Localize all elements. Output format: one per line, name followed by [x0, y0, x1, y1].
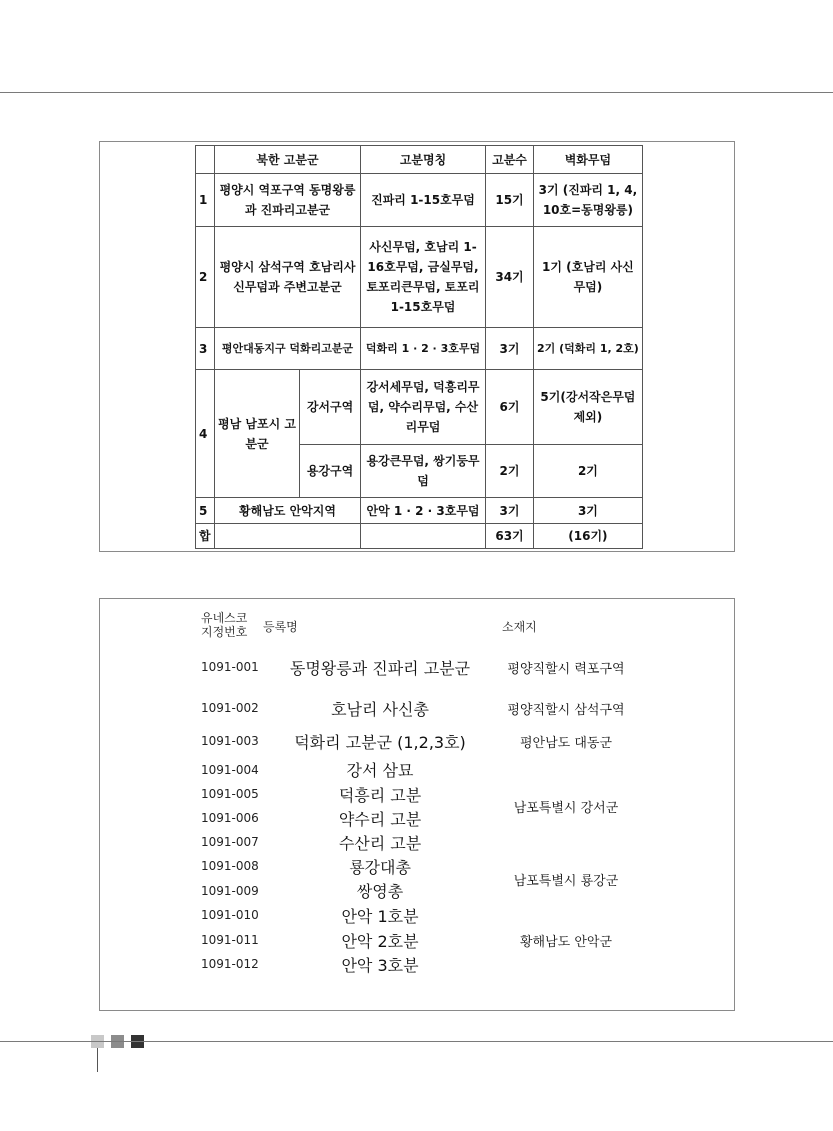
row-number: 3 [196, 328, 215, 370]
header-cell: 고분수 [486, 146, 534, 174]
total-murals: (16기) [534, 524, 643, 549]
tomb-count: 6기 [486, 370, 534, 445]
item-name: 수산리 고분 [338, 834, 422, 853]
tomb-names: 용강큰무덤, 쌍기둥무덤 [361, 445, 486, 498]
item-code: 1091-012 [201, 957, 259, 971]
tomb-group: 평남 남포시 고분군 [215, 370, 300, 498]
item-name: 쌍영총 [356, 882, 404, 901]
location-label: 평양직할시 력포구역 [507, 662, 625, 677]
table-row [196, 498, 643, 524]
tomb-names: 강서세무덤, 덕흥리무덤, 약수리무덤, 수산리무덤 [361, 370, 486, 445]
item-code: 1091-005 [201, 787, 259, 801]
sub-district: 강서구역 [300, 370, 361, 445]
tomb-group: 평양시 역포구역 동명왕릉과 진파리고분군 [215, 174, 361, 227]
mural-tombs: 2기 (덕화리 1, 2호) [534, 328, 643, 370]
mural-tombs: 1기 (호남리 사신무덤) [534, 227, 643, 328]
header-cell: 고분명칭 [361, 146, 486, 174]
item-name: 안악 3호분 [341, 956, 419, 975]
tomb-count: 3기 [486, 328, 534, 370]
tomb-count: 34기 [486, 227, 534, 328]
item-code: 1091-003 [201, 734, 259, 748]
total-label: 합 [196, 524, 215, 549]
location-label: 평양직할시 삼석구역 [507, 703, 625, 718]
item-name: 약수리 고분 [338, 810, 422, 829]
mural-tombs: 5기(강서작은무덤 제외) [534, 370, 643, 445]
header-location: 소재지 [502, 620, 537, 634]
mural-tombs: 3기 [534, 498, 643, 524]
location-label: 황해남도 안악군 [519, 935, 613, 950]
item-name: 안악 2호분 [341, 932, 419, 951]
total-count: 63기 [486, 524, 534, 549]
location-label: 평안남도 대동군 [519, 736, 613, 751]
header-cell: 북한 고분군 [215, 146, 361, 174]
item-code: 1091-004 [201, 763, 259, 777]
row-number: 1 [196, 174, 215, 227]
sub-district: 용강구역 [300, 445, 361, 498]
tomb-group: 황해남도 안악지역 [215, 498, 361, 524]
unesco-list-box [99, 598, 735, 1011]
tomb-names: 사신무덤, 호남리 1-16호무덤, 금실무덤, 토포리큰무덤, 토포리 1-15호무덤 [361, 227, 486, 328]
header-name: 등록명 [263, 620, 298, 634]
tomb-names: 덕화리 1 · 2 · 3호무덤 [361, 328, 486, 370]
tomb-table-box [99, 141, 735, 552]
tomb-names: 진파리 1-15호무덤 [361, 174, 486, 227]
header-code: 유네스코 지정번호 [201, 611, 248, 639]
item-name: 강서 삼묘 [346, 761, 414, 780]
mural-tombs: 3기 (진파리 1, 4, 10호=동명왕릉) [534, 174, 643, 227]
footer-rule [0, 1041, 833, 1042]
item-name: 덕화리 고분군 (1,2,3호) [294, 733, 466, 752]
tomb-group: 평안대동지구 덕화리고분군 [215, 328, 361, 370]
total-empty [215, 524, 361, 549]
tomb-count: 2기 [486, 445, 534, 498]
item-name: 안악 1호분 [341, 907, 419, 926]
row-number: 2 [196, 227, 215, 328]
item-name: 덕흥리 고분 [338, 786, 422, 805]
table-header-row [196, 146, 643, 174]
table-row [196, 174, 643, 227]
top-rule [0, 92, 833, 93]
header-cell: 벽화무덤 [534, 146, 643, 174]
total-empty [361, 524, 486, 549]
tomb-count: 15기 [486, 174, 534, 227]
item-code: 1091-010 [201, 908, 259, 922]
row-number: 4 [196, 370, 215, 498]
item-name: 동명왕릉과 진파리 고분군 [289, 659, 471, 678]
location-label: 남포특별시 룡강군 [513, 874, 619, 889]
mural-tombs: 2기 [534, 445, 643, 498]
item-name: 룡강대총 [349, 858, 411, 877]
item-code: 1091-002 [201, 701, 259, 715]
tomb-count: 3기 [486, 498, 534, 524]
item-code: 1091-007 [201, 835, 259, 849]
table-total-row [196, 524, 643, 549]
tomb-group: 평양시 삼석구역 호남리사신무덤과 주변고분군 [215, 227, 361, 328]
table-row [196, 370, 643, 445]
table-row [196, 227, 643, 328]
item-code: 1091-008 [201, 859, 259, 873]
footer-vertical-rule [97, 1048, 98, 1072]
item-name: 호남리 사신총 [331, 700, 429, 719]
tomb-names: 안악 1 · 2 · 3호무덤 [361, 498, 486, 524]
item-code: 1091-006 [201, 811, 259, 825]
row-number: 5 [196, 498, 215, 524]
item-code: 1091-011 [201, 933, 259, 947]
header-cell [196, 146, 215, 174]
item-code: 1091-001 [201, 660, 259, 674]
location-label: 남포특별시 강서군 [513, 801, 619, 816]
tomb-table [195, 145, 643, 549]
table-row [196, 328, 643, 370]
item-code: 1091-009 [201, 884, 259, 898]
